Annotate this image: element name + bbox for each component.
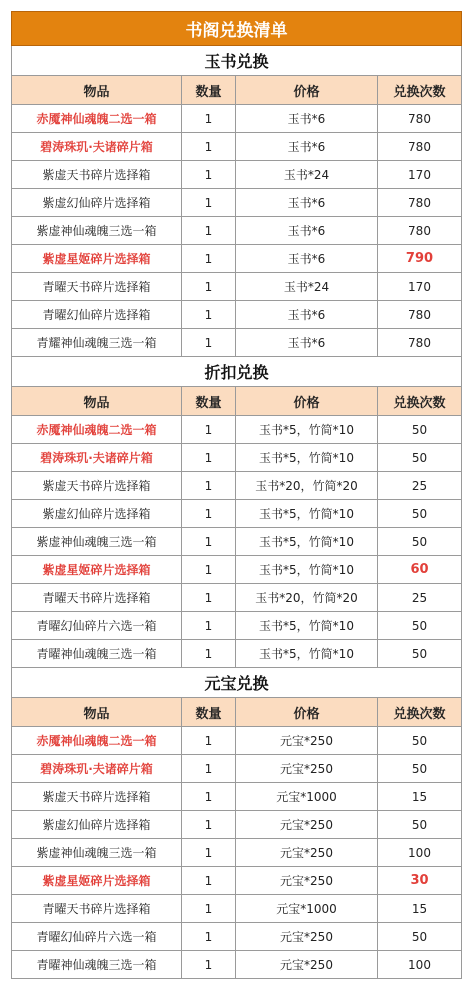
price-cell: 玉书*24 [236, 273, 378, 301]
quantity-cell: 1 [182, 472, 236, 500]
price-cell: 元宝*250 [236, 839, 378, 867]
exchange-count-cell: 50 [378, 444, 462, 472]
exchange-count-cell: 50 [378, 500, 462, 528]
item-name-cell: 碧涛珠玑·夫诸碎片箱 [12, 444, 182, 472]
item-name-cell: 青曜天书碎片选择箱 [12, 584, 182, 612]
table-row [12, 105, 462, 133]
quantity-cell: 1 [182, 895, 236, 923]
price-cell: 玉书*6 [236, 329, 378, 357]
price-cell: 玉书*5，竹简*10 [236, 500, 378, 528]
column-header-item: 物品 [12, 698, 182, 727]
column-header-count: 兑换次数 [378, 387, 462, 416]
exchange-table [11, 11, 462, 979]
quantity-cell: 1 [182, 755, 236, 783]
table-row [12, 612, 462, 640]
table-row [12, 217, 462, 245]
item-name-cell: 紫虚星姬碎片选择箱 [12, 556, 182, 584]
price-cell: 玉书*20，竹简*20 [236, 472, 378, 500]
price-cell: 玉书*5，竹简*10 [236, 556, 378, 584]
price-cell: 玉书*5，竹简*10 [236, 612, 378, 640]
exchange-count-cell: 780 [378, 189, 462, 217]
column-header-count: 兑换次数 [378, 76, 462, 105]
price-cell: 玉书*20，竹简*20 [236, 584, 378, 612]
column-header-price: 价格 [236, 76, 378, 105]
column-header-price: 价格 [236, 387, 378, 416]
table-row [12, 951, 462, 979]
exchange-count-cell: 50 [378, 528, 462, 556]
exchange-count-cell: 780 [378, 105, 462, 133]
item-name-cell: 青曜天书碎片选择箱 [12, 273, 182, 301]
quantity-cell: 1 [182, 923, 236, 951]
item-name-cell: 青曜神仙魂魄三选一箱 [12, 951, 182, 979]
price-cell: 元宝*250 [236, 727, 378, 755]
exchange-count-cell: 25 [378, 472, 462, 500]
item-name-cell: 碧涛珠玑·夫诸碎片箱 [12, 755, 182, 783]
quantity-cell: 1 [182, 416, 236, 444]
exchange-count-cell: 50 [378, 612, 462, 640]
item-name-cell: 青曜幻仙碎片六选一箱 [12, 923, 182, 951]
item-name-cell: 紫虚天书碎片选择箱 [12, 472, 182, 500]
price-cell: 元宝*250 [236, 951, 378, 979]
quantity-cell: 1 [182, 867, 236, 895]
price-cell: 玉书*5，竹简*10 [236, 640, 378, 668]
table-row [12, 189, 462, 217]
item-name-cell: 青耀神仙魂魄三选一箱 [12, 329, 182, 357]
quantity-cell: 1 [182, 189, 236, 217]
exchange-count-cell: 780 [378, 329, 462, 357]
table-header-row [12, 387, 462, 416]
exchange-count-cell: 60 [378, 556, 462, 584]
item-name-cell: 紫虚星姬碎片选择箱 [12, 245, 182, 273]
table-row [12, 923, 462, 951]
price-cell: 玉书*6 [236, 189, 378, 217]
item-name-cell: 赤魇神仙魂魄二选一箱 [12, 416, 182, 444]
price-cell: 玉书*6 [236, 217, 378, 245]
column-header-item: 物品 [12, 387, 182, 416]
price-cell: 玉书*5，竹简*10 [236, 528, 378, 556]
column-header-price: 价格 [236, 698, 378, 727]
item-name-cell: 紫虚星姬碎片选择箱 [12, 867, 182, 895]
table-row [12, 783, 462, 811]
quantity-cell: 1 [182, 556, 236, 584]
quantity-cell: 1 [182, 640, 236, 668]
item-name-cell: 青曜天书碎片选择箱 [12, 895, 182, 923]
exchange-count-cell: 780 [378, 133, 462, 161]
exchange-count-cell: 790 [378, 245, 462, 273]
quantity-cell: 1 [182, 727, 236, 755]
table-row [12, 472, 462, 500]
quantity-cell: 1 [182, 217, 236, 245]
table-row [12, 727, 462, 755]
table-row [12, 895, 462, 923]
quantity-cell: 1 [182, 584, 236, 612]
exchange-count-cell: 170 [378, 273, 462, 301]
column-header-count: 兑换次数 [378, 698, 462, 727]
exchange-count-cell: 100 [378, 951, 462, 979]
section-title: 折扣兑换 [12, 357, 462, 387]
quantity-cell: 1 [182, 444, 236, 472]
section-title: 玉书兑换 [12, 46, 462, 76]
item-name-cell: 青曜幻仙碎片六选一箱 [12, 612, 182, 640]
exchange-count-cell: 30 [378, 867, 462, 895]
table-row [12, 416, 462, 444]
table-header-row [12, 698, 462, 727]
section-title-row [12, 668, 462, 698]
price-cell: 元宝*250 [236, 811, 378, 839]
quantity-cell: 1 [182, 133, 236, 161]
section-title-row [12, 357, 462, 387]
exchange-count-cell: 50 [378, 416, 462, 444]
table-row [12, 556, 462, 584]
exchange-count-cell: 50 [378, 640, 462, 668]
exchange-count-cell: 50 [378, 755, 462, 783]
quantity-cell: 1 [182, 161, 236, 189]
table-row [12, 329, 462, 357]
item-name-cell: 紫虚神仙魂魄三选一箱 [12, 839, 182, 867]
column-header-qty: 数量 [182, 76, 236, 105]
price-cell: 玉书*5，竹简*10 [236, 416, 378, 444]
quantity-cell: 1 [182, 105, 236, 133]
price-cell: 元宝*1000 [236, 783, 378, 811]
price-cell: 元宝*1000 [236, 895, 378, 923]
table-row [12, 811, 462, 839]
exchange-count-cell: 780 [378, 217, 462, 245]
exchange-count-cell: 100 [378, 839, 462, 867]
price-cell: 玉书*6 [236, 133, 378, 161]
price-cell: 元宝*250 [236, 755, 378, 783]
section-title: 元宝兑换 [12, 668, 462, 698]
table-header-row [12, 76, 462, 105]
table-row [12, 273, 462, 301]
price-cell: 玉书*6 [236, 105, 378, 133]
item-name-cell: 赤魇神仙魂魄二选一箱 [12, 727, 182, 755]
item-name-cell: 紫虚幻仙碎片选择箱 [12, 189, 182, 217]
exchange-count-cell: 15 [378, 783, 462, 811]
table-row [12, 640, 462, 668]
price-cell: 玉书*6 [236, 301, 378, 329]
item-name-cell: 青曜神仙魂魄三选一箱 [12, 640, 182, 668]
page-title: 书阁兑换清单 [12, 12, 462, 46]
exchange-count-cell: 15 [378, 895, 462, 923]
quantity-cell: 1 [182, 811, 236, 839]
price-cell: 玉书*24 [236, 161, 378, 189]
item-name-cell: 紫虚神仙魂魄三选一箱 [12, 528, 182, 556]
item-name-cell: 紫虚天书碎片选择箱 [12, 783, 182, 811]
item-name-cell: 紫虚天书碎片选择箱 [12, 161, 182, 189]
item-name-cell: 紫虚幻仙碎片选择箱 [12, 811, 182, 839]
table-row [12, 161, 462, 189]
table-row [12, 584, 462, 612]
item-name-cell: 紫虚神仙魂魄三选一箱 [12, 217, 182, 245]
table-row [12, 301, 462, 329]
exchange-count-cell: 25 [378, 584, 462, 612]
table-row [12, 755, 462, 783]
column-header-qty: 数量 [182, 387, 236, 416]
table-row [12, 867, 462, 895]
quantity-cell: 1 [182, 612, 236, 640]
exchange-count-cell: 170 [378, 161, 462, 189]
quantity-cell: 1 [182, 528, 236, 556]
table-row [12, 133, 462, 161]
price-cell: 玉书*5，竹简*10 [236, 444, 378, 472]
title-row [12, 12, 462, 46]
price-cell: 元宝*250 [236, 923, 378, 951]
table-row [12, 500, 462, 528]
exchange-count-cell: 50 [378, 811, 462, 839]
quantity-cell: 1 [182, 951, 236, 979]
column-header-qty: 数量 [182, 698, 236, 727]
table-row [12, 839, 462, 867]
quantity-cell: 1 [182, 301, 236, 329]
section-title-row [12, 46, 462, 76]
table-row [12, 444, 462, 472]
table-row [12, 528, 462, 556]
price-cell: 玉书*6 [236, 245, 378, 273]
column-header-item: 物品 [12, 76, 182, 105]
quantity-cell: 1 [182, 273, 236, 301]
price-cell: 元宝*250 [236, 867, 378, 895]
exchange-list [11, 11, 461, 979]
quantity-cell: 1 [182, 500, 236, 528]
exchange-count-cell: 50 [378, 727, 462, 755]
quantity-cell: 1 [182, 329, 236, 357]
item-name-cell: 青曜幻仙碎片选择箱 [12, 301, 182, 329]
quantity-cell: 1 [182, 839, 236, 867]
exchange-count-cell: 50 [378, 923, 462, 951]
quantity-cell: 1 [182, 245, 236, 273]
quantity-cell: 1 [182, 783, 236, 811]
item-name-cell: 紫虚幻仙碎片选择箱 [12, 500, 182, 528]
exchange-count-cell: 780 [378, 301, 462, 329]
item-name-cell: 赤魇神仙魂魄二选一箱 [12, 105, 182, 133]
table-row [12, 245, 462, 273]
item-name-cell: 碧涛珠玑·夫诸碎片箱 [12, 133, 182, 161]
